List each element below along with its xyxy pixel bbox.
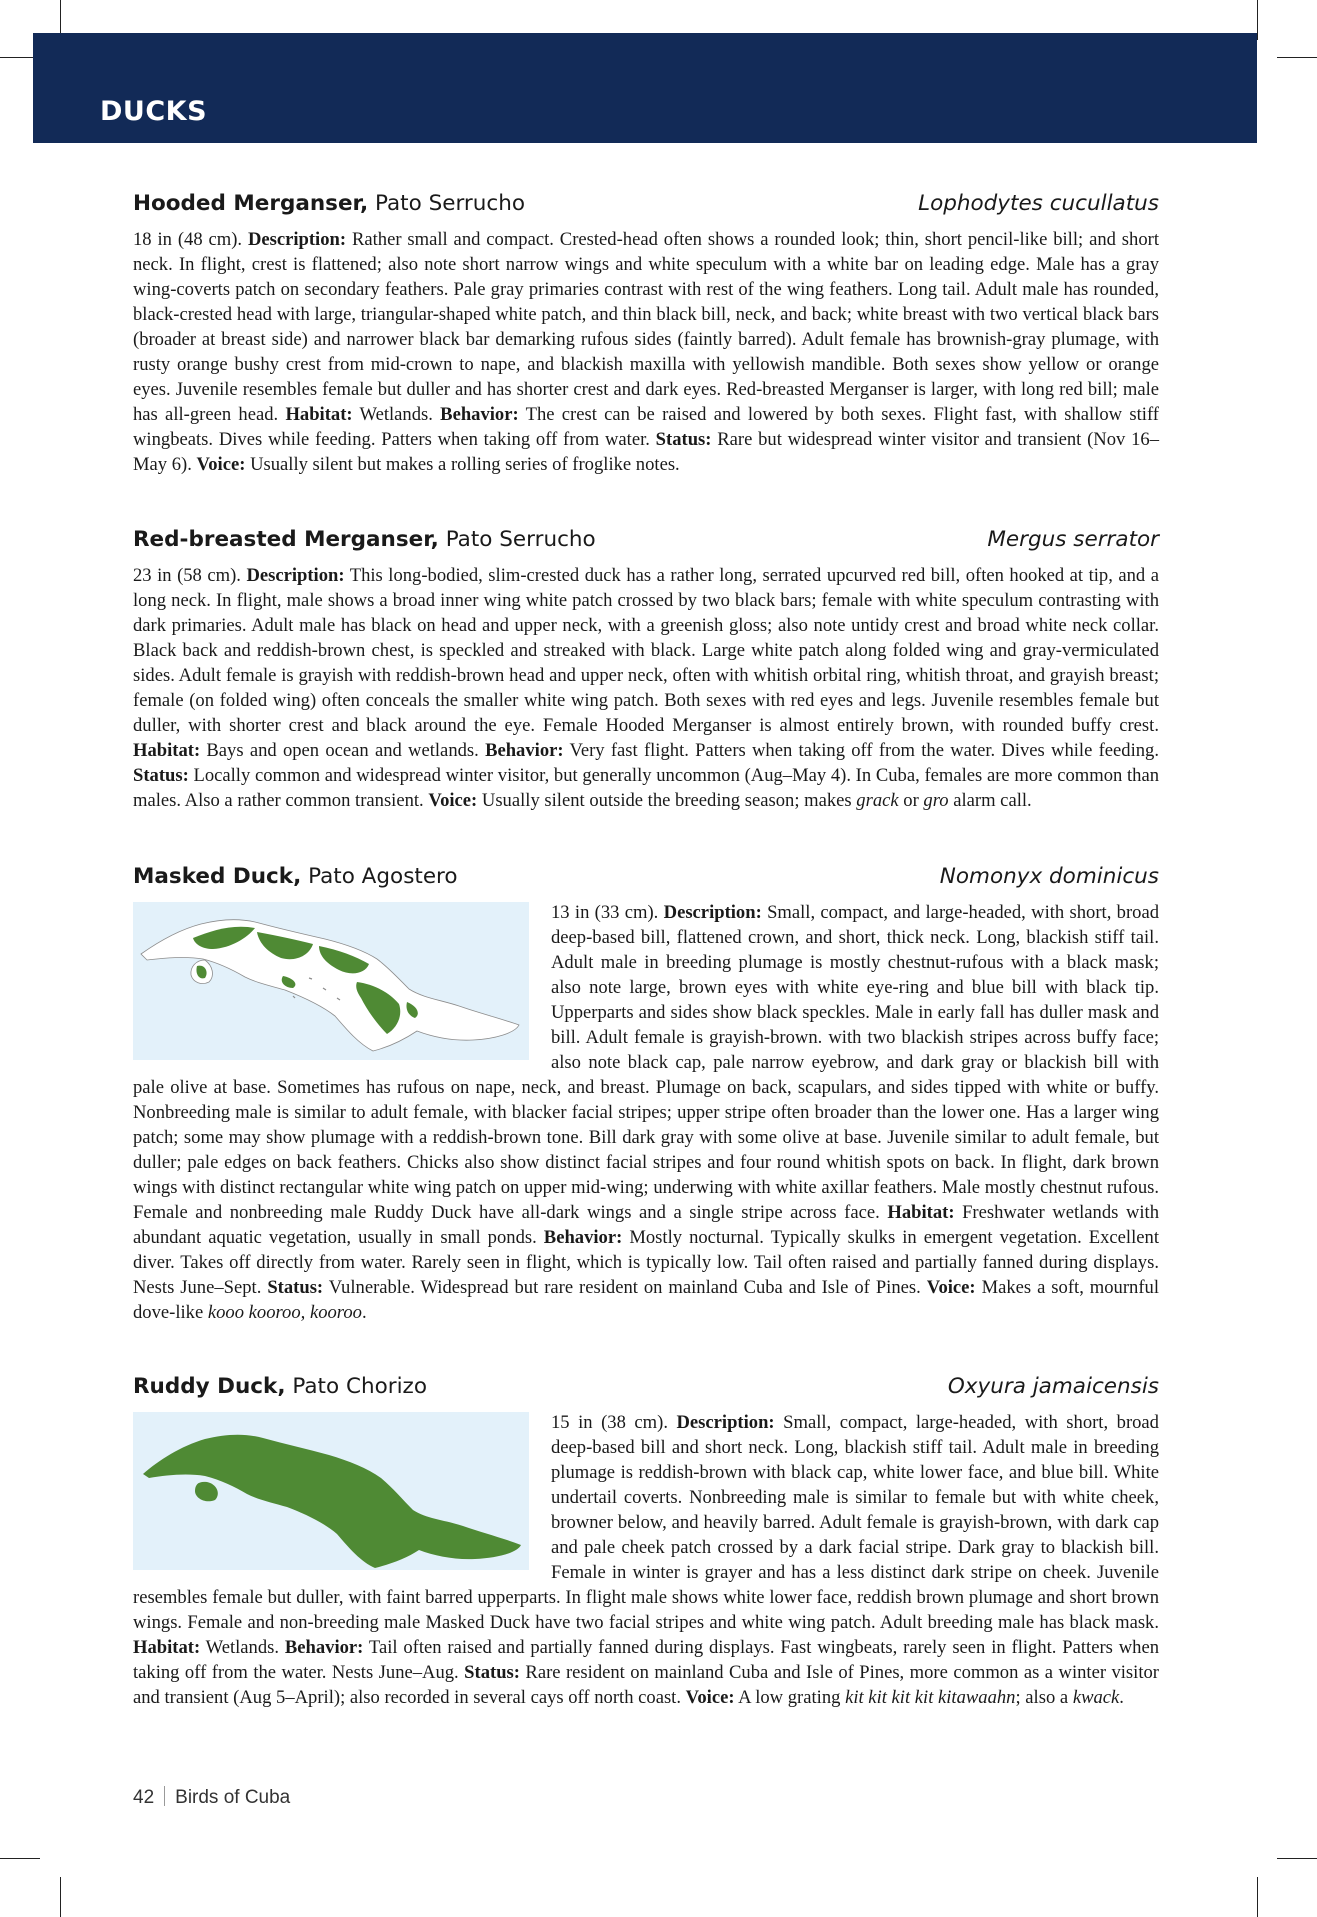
species-description: 23 in (58 cm). Description: This long-bodied, slim-crested duck has a rather long, serrated upcurved red bill, often hooked at tip, and a long neck. In flight, male shows a broad inner wing white patch crossed by two black bars; female with white speculum contrasting with dark primaries. Adult male has black on head and upper neck, with a greenish gloss; also note untidy crest and broad white neck collar. Black back and reddish-brown chest, is speckled and streaked with black. Large white patch along folded wing and gray-vermiculated sides. Adult female is grayish with reddish-brown head and upper neck, often with whitish orbital ring, whitish throat, and grayish breast; female (on folded wing) often conceals the smaller white wing patch. Both sexes with red eyes and legs. Juvenile resembles female but duller, with shorter crest and black around the eye. Female Hooded Merganser is almost entirely brown, with rounded buffy crest. Habitat: Bays and open ocean and wetlands. Behavior: Very fast flight. Patters when taking off from the water. Dives while feeding. Status: Locally common and widespread winter visitor, but generally uncommon (Aug–May 4). In Cuba, females are more common than males. Also a rather common transient. Voice: Usually silent outside the breeding season; makes grack or gro alarm call. <box>133 565 1159 811</box>
range-map <box>133 1412 529 1570</box>
crop-mark <box>1257 1877 1258 1917</box>
field-label: Voice: <box>196 454 246 475</box>
species-ruddy-duck <box>133 1374 1159 1710</box>
cuba-range-map <box>133 902 529 1060</box>
vocalization: gro <box>923 790 949 811</box>
field-label: Description: <box>246 565 345 586</box>
field-label: Status: <box>464 1662 520 1683</box>
field-label: Habitat: <box>285 404 353 425</box>
field-label: Behavior: <box>284 1637 364 1658</box>
species-names <box>133 191 525 216</box>
crop-mark <box>1257 0 1258 40</box>
species-names <box>133 527 596 552</box>
common-name: Red-breasted Merganser, <box>133 527 439 552</box>
crop-mark <box>0 1858 40 1859</box>
species-names <box>133 864 458 889</box>
species-names <box>133 1374 427 1399</box>
field-label: Status: <box>655 429 712 450</box>
field-label: Voice: <box>685 1687 735 1708</box>
field-label: Behavior: <box>440 404 519 425</box>
species-hooded-merganser <box>133 191 1159 477</box>
species-description-text: 15 in (38 cm). Description: Small, compact, large-headed, with short, broad deep-based bill and short neck. Long, blackish stiff tail. Adult male in breeding plumage is reddish-brown with black cap, white lower face, and blue bill. White undertail coverts. Nonbreeding male is similar to female but with white cheek, browner below, and heavily barred. Adult female is grayish-brown, with dark cap and pale cheek patch crossed by a dark facial stripe. Dark gray to blackish bill. Female in winter is grayer and has a less distinct dark stripe on cheek. Juvenile resembles female but duller, with faint barred upperparts. In flight male shows white lower face, reddish brown plumage and short brown wings. Female and non-breeding male Masked Duck have two facial stripes and white wing patch. Adult breeding male has black mask. Habitat: Wetlands. Behavior: Tail often raised and partially fanned during displays. Fast wingbeats, rarely seen in flight. Patters when taking off from the water. Nests June–Aug. Status: Rare resident on mainland Cuba and Isle of Pines, more common as a winter visitor and transient (Aug 5–April); also recorded in several cays off north coast. Voice: A low grating kit kit kit kit kitawaahn; also a kwack. <box>133 1412 1160 1708</box>
section-title: DUCKS <box>100 96 208 127</box>
crop-mark <box>1277 1858 1317 1859</box>
field-label: Status: <box>267 1277 324 1298</box>
crop-mark <box>60 1877 61 1917</box>
page-footer <box>133 1786 290 1809</box>
field-label: Voice: <box>926 1277 976 1298</box>
scientific-name: Nomonyx dominicus <box>939 864 1159 889</box>
cuba-range-map <box>133 1412 529 1570</box>
spanish-name: Pato Agostero <box>308 864 458 889</box>
common-name: Hooded Merganser, <box>133 191 369 216</box>
field-label: Description: <box>676 1412 775 1433</box>
vocalization: kooo kooroo, kooroo <box>207 1302 362 1323</box>
species-heading <box>133 1374 1159 1404</box>
book-title: Birds of Cuba <box>175 1787 291 1808</box>
range-map <box>133 902 529 1060</box>
field-label: Voice: <box>428 790 478 811</box>
scientific-name: Mergus serrator <box>987 527 1159 552</box>
species-red-breasted-merganser <box>133 527 1159 813</box>
species-heading <box>133 527 1159 557</box>
species-description <box>133 1410 1159 1710</box>
footer-separator <box>164 1786 165 1806</box>
field-label: Behavior: <box>485 740 564 761</box>
scientific-name: Oxyura jamaicensis <box>947 1374 1159 1399</box>
field-label: Habitat: <box>133 1637 201 1658</box>
field-label: Behavior: <box>543 1227 623 1248</box>
section-header-band <box>33 33 1257 143</box>
spanish-name: Pato Serrucho <box>375 191 525 216</box>
vocalization: grack <box>856 790 899 811</box>
common-name: Ruddy Duck, <box>133 1374 286 1399</box>
species-masked-duck <box>133 864 1159 1325</box>
vocalization: kit kit kit kit kitawaahn <box>845 1687 1016 1708</box>
spanish-name: Pato Chorizo <box>292 1374 427 1399</box>
common-name: Masked Duck, <box>133 864 302 889</box>
spanish-name: Pato Serrucho <box>445 527 596 552</box>
species-heading <box>133 191 1159 221</box>
species-heading <box>133 864 1159 894</box>
crop-mark <box>1277 57 1317 58</box>
species-description: 18 in (48 cm). Description: Rather small and compact. Crested-head often shows a rounded look; thin, short pencil-like bill; and short neck. In flight, crest is flattened; also note short narrow wings and white speculum with a white bar on leading edge. Male has a gray wing-coverts patch on secondary feathers. Pale gray primaries contrast with rest of the wing feathers. Long tail. Adult male has rounded, black-crested head with large, triangular-shaped white patch, and thin black bill, neck, and back; white breast with two vertical black bars (broader at breast side) and narrower black bar demarking rufous sides (faintly barred). Adult female has brownish-gray plumage, with rusty orange bushy crest from mid-crown to nape, and blackish maxilla with yellowish mandible. Both sexes show yellow or orange eyes. Juvenile resembles female but duller and has shorter crest and dark eyes. Red-breasted Merganser is larger, with long red bill; male has all-green head. Habitat: Wetlands. Behavior: The crest can be raised and lowered by both sexes. Flight fast, with shallow stiff wingbeats. Dives while feeding. Patters when taking off from water. Status: Rare but widespread winter visitor and transient (Nov 16–May 6). Voice: Usually silent but makes a rolling series of froglike notes. <box>133 229 1159 475</box>
field-label: Description: <box>247 229 347 250</box>
scientific-name: Lophodytes cucullatus <box>918 191 1159 216</box>
field-label: Description: <box>663 902 762 923</box>
vocalization: kwack <box>1072 1687 1120 1708</box>
field-label: Habitat: <box>133 740 201 761</box>
page-number: 42 <box>133 1787 155 1808</box>
species-description-text: 13 in (33 cm). Description: Small, compact, and large-headed, with short, broad deep-based bill, flattened crown, and short, thick neck. Long, blackish stiff tail. Adult male in breeding plumage is mostly chestnut-rufous with a black mask; also note large, brown eyes with white eye-ring and blue bill with black tip. Upperparts and sides show black speckles. Male in early fall has duller mask and bill. Adult female is grayish-brown. with two blackish stripes across buffy face; also note black cap, pale narrow eyebrow, and dark gray or blackish bill with pale olive at base. Sometimes has rufous on nape, neck, and breast. Plumage on back, scapulars, and sides tipped with white or buffy. Nonbreeding male is similar to adult female, with blacker facial stripes; upper stripe often broader than the lower one. Has a larger wing patch; some may show plumage with a reddish-brown tone. Bill dark gray with some olive at base. Juvenile similar to adult female, but duller; pale edges on back feathers. Chicks also show distinct facial stripes and four round whitish spots on back. In flight, dark brown wings with distinct rectangular white wing patch on upper mid-wing; underwing with white axillar feathers. Male mostly chestnut rufous. Female and nonbreeding male Ruddy Duck have all-dark wings and a single stripe across face. Habitat: Freshwater wetlands with abundant aquatic vegetation, usually in small ponds. Behavior: Mostly nocturnal. Typically skulks in emergent vegetation. Excellent diver. Takes off directly from water. Rarely seen in flight, which is typically low. Tail often raised and partially fanned during displays. Nests June–Sept. Status: Vulnerable. Widespread but rare resident on mainland Cuba and Isle of Pines. Voice: Makes a soft, mournful dove-like kooo kooroo, kooroo. <box>133 902 1160 1323</box>
field-label: Habitat: <box>887 1202 955 1223</box>
species-description <box>133 900 1159 1325</box>
field-label: Status: <box>133 765 189 786</box>
